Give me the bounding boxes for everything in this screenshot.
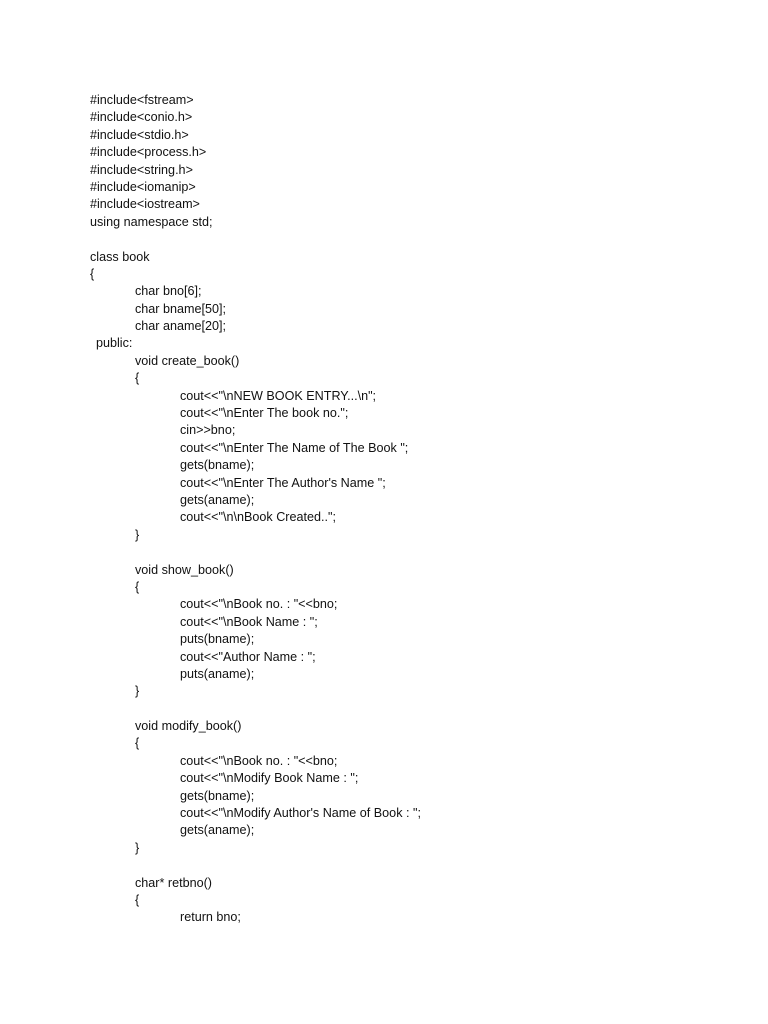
code-line-statement: puts(bname);	[180, 632, 255, 647]
code-line-close-brace: }	[135, 684, 140, 699]
code-listing	[90, 92, 730, 927]
code-line-statement: cout<<"\n\nBook Created..";	[180, 510, 336, 525]
code-line-statement: cout<<"\nEnter The Name of The Book ";	[180, 440, 409, 455]
code-line-open-brace: {	[135, 892, 140, 907]
code-line-retbno-signature: char* retbno()	[135, 875, 212, 890]
code-line-statement: cout<<"\nBook Name : ";	[180, 614, 318, 629]
code-line-member-bname: char bname[50];	[135, 301, 227, 316]
code-line-class-open-brace: {	[90, 266, 95, 281]
code-blank-line	[90, 701, 730, 718]
code-line-statement: gets(aname);	[180, 823, 255, 838]
code-line-class-decl: class book	[90, 249, 150, 264]
code-line-include-stdio: #include<stdio.h>	[90, 127, 189, 142]
code-line-statement: cout<<"\nBook no. : "<<bno;	[180, 753, 338, 768]
code-line-statement: cout<<"\nEnter The Author's Name ";	[180, 475, 386, 490]
code-line-close-brace: }	[135, 527, 140, 542]
code-blank-line	[90, 857, 730, 874]
code-line-statement: return bno;	[180, 910, 241, 925]
code-line-statement: puts(aname);	[180, 666, 255, 681]
code-line-statement: cout<<"\nModify Book Name : ";	[180, 771, 359, 786]
code-line-statement: cout<<"\nModify Author's Name of Book : ";	[180, 806, 421, 821]
code-line-statement: cout<<"\nBook no. : "<<bno;	[180, 597, 338, 612]
code-line-statement: cin>>bno;	[180, 423, 236, 438]
code-line-public-label: public:	[96, 336, 133, 351]
code-line-statement: cout<<"\nNEW BOOK ENTRY...\n";	[180, 388, 377, 403]
code-line-open-brace: {	[135, 371, 140, 386]
code-line-modify-book-signature: void modify_book()	[135, 719, 242, 734]
code-line-create-book-signature: void create_book()	[135, 353, 240, 368]
code-line-include-conio: #include<conio.h>	[90, 110, 193, 125]
code-line-open-brace: {	[135, 579, 140, 594]
code-blank-line	[90, 231, 730, 248]
code-line-close-brace: }	[135, 840, 140, 855]
code-line-include-fstream: #include<fstream>	[90, 93, 194, 107]
code-line-statement: gets(bname);	[180, 788, 255, 803]
code-line-include-iomanip: #include<iomanip>	[90, 179, 196, 194]
code-line-statement: cout<<"\nEnter The book no.";	[180, 406, 349, 421]
code-line-statement: gets(bname);	[180, 458, 255, 473]
code-line-using-namespace: using namespace std;	[90, 214, 213, 229]
code-line-statement: gets(aname);	[180, 492, 255, 507]
code-blank-line	[90, 544, 730, 561]
code-line-open-brace: {	[135, 736, 140, 751]
code-line-include-iostream: #include<iostream>	[90, 197, 200, 212]
code-line-member-aname: char aname[20];	[135, 319, 227, 334]
code-line-member-bno: char bno[6];	[135, 284, 202, 299]
code-line-statement: cout<<"Author Name : ";	[180, 649, 316, 664]
code-line-include-string: #include<string.h>	[90, 162, 193, 177]
code-line-show-book-signature: void show_book()	[135, 562, 234, 577]
code-line-include-process: #include<process.h>	[90, 145, 207, 160]
